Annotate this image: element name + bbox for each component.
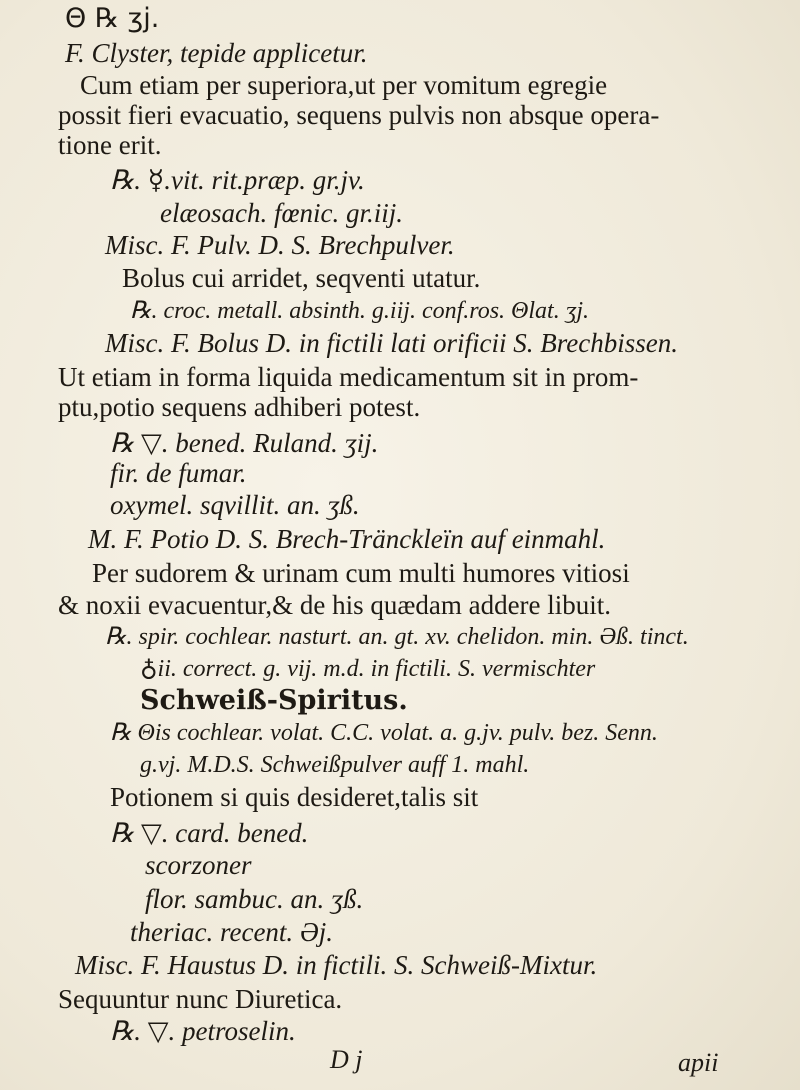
- text-line-l14: ℞ ▽. bened. Ruland. ʒij.: [110, 428, 379, 458]
- text-line-l19: & noxii evacuentur,& de his quædam addere libuit.: [58, 590, 612, 620]
- text-line-l06: ℞. ☿.vit. rit.præp. gr.jv.: [110, 165, 365, 195]
- text-line-l32: ℞. ▽. petroselin.: [110, 1016, 296, 1046]
- text-line-l04: possit fieri evacuatio, sequens pulvis non absque opera-: [58, 100, 660, 130]
- text-line-l07: elæosach. fœnic. gr.iij.: [160, 198, 403, 228]
- text-line-l28: flor. sambuc. an. ʒß.: [145, 884, 364, 914]
- text-line-l21: ♁ii. correct. g. vij. m.d. in fictili. S. vermischter: [140, 656, 596, 682]
- text-line-l25: Potionem si quis desideret,talis sit: [110, 782, 479, 812]
- text-line-l05: tione erit.: [58, 130, 162, 160]
- text-line-l23: ℞ Θis cochlear. volat. C.C. volat. a. g.jv. pulv. bez. Senn.: [110, 720, 658, 746]
- text-line-l24: g.vj. M.D.S. Schweißpulver auff 1. mahl.: [140, 752, 530, 778]
- text-line-l13: ptu,potio sequens adhiberi potest.: [58, 392, 421, 422]
- text-line-l31: Sequuntur nunc Diuretica.: [58, 984, 343, 1014]
- text-line-l10: ℞. croc. metall. absinth. g.iij. conf.ros. Θlat. ʒj.: [130, 298, 590, 324]
- text-line-l16: oxymel. sqvillit. an. ʒß.: [110, 490, 360, 520]
- text-line-l12: Ut etiam in forma liquida medicamentum sit in prom-: [58, 362, 639, 392]
- text-line-l17: M. F. Potio D. S. Brech-Tränckleïn auf einmahl.: [88, 524, 606, 554]
- text-line-l20: ℞. spir. cochlear. nasturt. an. gt. xv. chelidon. min. Əß. tinct.: [105, 624, 689, 650]
- text-line-l09: Bolus cui arridet, seqventi utatur.: [122, 263, 481, 293]
- text-line-l03: Cum etiam per superiora,ut per vomitum egregie: [80, 70, 608, 100]
- text-line-l02: F. Clyster, tepide applicetur.: [65, 38, 368, 68]
- text-line-l15: fir. de fumar.: [110, 458, 247, 488]
- text-line-l18: Per sudorem & urinam cum multi humores vitiosi: [92, 558, 630, 588]
- text-line-l22: Schweiß-Spiritus.: [140, 685, 408, 716]
- catchword: apii: [678, 1048, 719, 1077]
- text-line-l08: Misc. F. Pulv. D. S. Brechpulver.: [105, 230, 455, 260]
- text-line-l30: Misc. F. Haustus D. in fictili. S. Schweiß-Mixtur.: [75, 950, 598, 980]
- text-line-l11: Misc. F. Bolus D. in fictili lati orificii S. Brechbissen.: [105, 328, 678, 358]
- text-line-l29: theriac. recent. Əj.: [130, 917, 333, 947]
- text-line-l01: Θ ℞ ʒj.: [65, 3, 160, 34]
- text-line-l26: ℞ ▽. card. bened.: [110, 818, 309, 848]
- signature-mark: D j: [330, 1045, 363, 1074]
- text-line-l27: scorzoner: [145, 850, 252, 880]
